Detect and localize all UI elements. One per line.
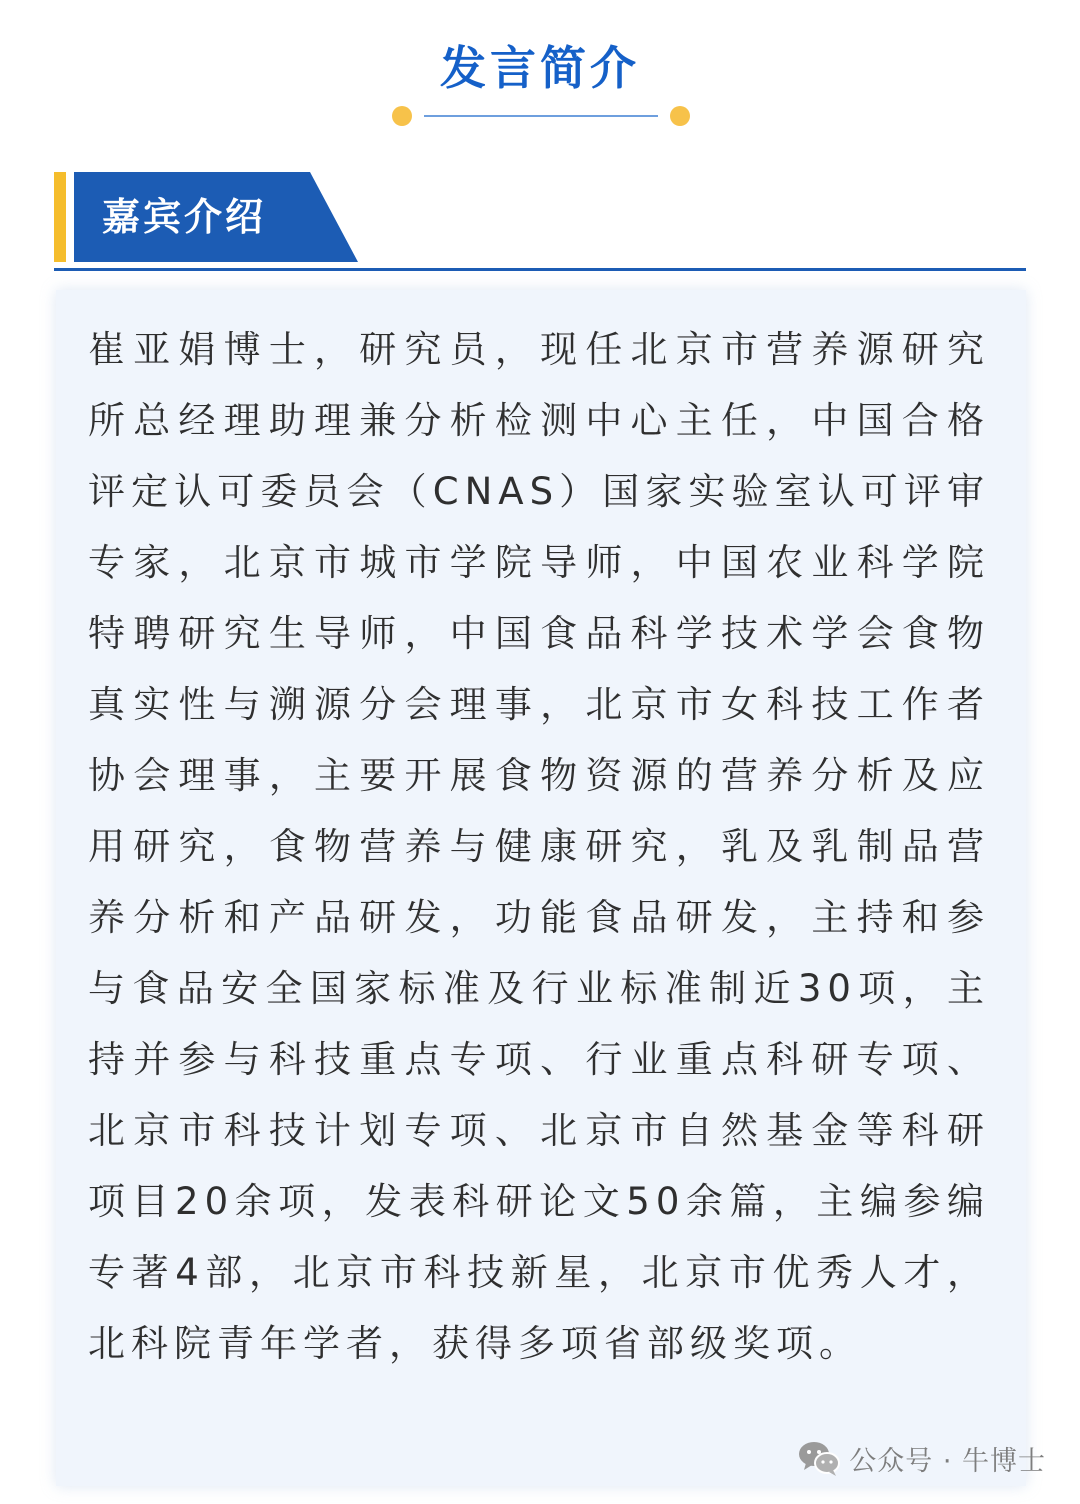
section-label: 嘉宾介绍 (102, 195, 267, 239)
divider-line (424, 115, 658, 117)
divider-dot-right (670, 106, 690, 126)
bio-text: 崔亚娟博士，研究员，现任北京市营养源研究所总经理助理兼分析检测中心主任，中国合格评定认可委员会（CNAS）国家实验室认可评审专家，北京市城市学院导师，中国农业科学院特聘研究生导师，中国食品科学技术学会食物真实性与溯源分会理事，北京市女科技工作者协会理事，主要开展食物资源的营养分析及应用研究，食物营养与健康研究，乳及乳制品营养分析和产品研发，功能食品研发，主持和参与食品安全国家标准及行业标准制近30项，主持并参与科技重点专项、行业重点科研专项、北京市科技计划专项、北京市自然基金等科研项目20余项，发表科研论文50余篇，主编参编专著4部，北京市科技新星，北京市优秀人才，北科院青年学者，获得多项省部级奖项。 (88, 328, 990, 1365)
title-divider (392, 104, 690, 128)
section-tab (54, 172, 344, 262)
watermark (797, 1438, 1046, 1478)
section-rule (54, 268, 1026, 271)
divider-dot-left (392, 106, 412, 126)
bio-card (56, 290, 1026, 1486)
tab-accent-bar (54, 172, 66, 262)
watermark-text: 公众号 · 牛博士 (849, 1445, 1046, 1477)
wechat-icon (797, 1439, 841, 1477)
page-title: 发言简介 (440, 41, 640, 95)
